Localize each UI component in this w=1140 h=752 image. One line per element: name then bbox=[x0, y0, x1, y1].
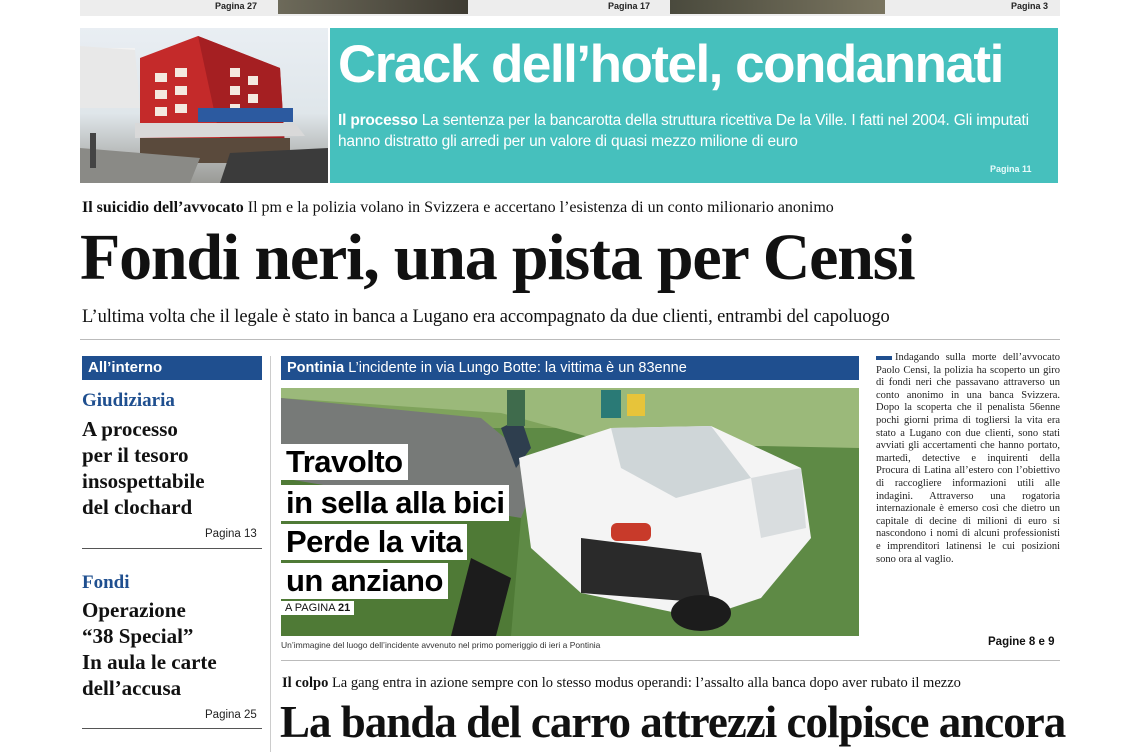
sidebar-item-1-section: Giudiziaria bbox=[82, 390, 175, 411]
photo-headline-line[interactable]: in sella alla bici bbox=[281, 485, 509, 521]
photo-page-prefix: A PAGINA bbox=[285, 602, 335, 614]
banner-lead-text: La sentenza per la bancarotta della struttura ricettiva De la Ville. I fatti nel 2004. Gli imputati hanno distratto gli arredi per un valore di quasi mezzo milione di euro bbox=[338, 112, 1029, 150]
photo-page-ref bbox=[281, 601, 354, 615]
photo-caption: Un’immagine del luogo dell’incidente avvenuto nel primo pomeriggio di ieri a Pontinia bbox=[281, 640, 601, 650]
teaser-page-1: Pagina 27 bbox=[215, 1, 258, 11]
sidebar-item-1-page: Pagina 13 bbox=[205, 528, 257, 540]
sidebar-title-line: Operazione bbox=[82, 598, 186, 622]
hotel-photo[interactable] bbox=[80, 28, 328, 183]
sidebar-title-line: insospettabile bbox=[82, 469, 205, 493]
teaser-thumbnail[interactable] bbox=[670, 0, 885, 14]
teaser-page-3: Pagina 3 bbox=[1011, 1, 1049, 11]
banner-summary bbox=[338, 110, 1050, 152]
paragraph-marker bbox=[876, 356, 892, 360]
photo-headline-line[interactable]: Travolto bbox=[281, 444, 408, 480]
photo-headline-line[interactable]: Perde la vita bbox=[281, 524, 467, 560]
divider bbox=[281, 660, 1060, 661]
hotel-illustration bbox=[80, 28, 328, 183]
photo-page-number: 21 bbox=[338, 602, 351, 614]
sidebar-divider bbox=[82, 548, 262, 549]
main-kicker bbox=[82, 199, 834, 217]
photo-story-location: Pontinia bbox=[287, 360, 345, 376]
main-story-body bbox=[876, 352, 1060, 566]
sidebar-title-line: “38 Special” bbox=[82, 624, 194, 648]
column-divider bbox=[270, 356, 271, 752]
sidebar-title-line: per il tesoro bbox=[82, 443, 189, 467]
banner-page-ref: Pagina 11 bbox=[990, 164, 1032, 174]
main-story-body-text: Indagando sulla morte dell’avvocato Paolo Censi, la polizia ha scoperto un giro di fondi neri che passavano attraverso un conto anonimo in una banca Svizzera. Dopo la scoperta che il penalista 56enne pochi giorni prima di togliersi la vita era stato a Lugano con due clienti, sono stati avviati gli accertamenti che hanno portato, martedì, detective e inquirenti della Procura di Latina all’estero con l’obiettivo di raccogliere informazioni utili alle indagini. Attraverso una rogatoria internazionale è emerso così che dietro un capitale di decine di milioni di euro si nascondono i nomi di alcuni professionisti e imprenditori latinensi le cui posizioni sono ora al vaglio. bbox=[876, 352, 1060, 565]
main-kicker-text: Il pm e la polizia volano in Svizzera e accertano l’esistenza di un conto milionario anonimo bbox=[247, 199, 834, 216]
main-headline[interactable]: Fondi neri, una pista per Censi bbox=[80, 221, 915, 294]
sidebar-title-line: In aula le carte bbox=[82, 650, 217, 674]
second-kicker bbox=[282, 675, 961, 692]
sidebar-item-1-title[interactable] bbox=[82, 416, 205, 520]
sidebar-item-2-page: Pagina 25 bbox=[205, 709, 257, 721]
second-kicker-text: La gang entra in azione sempre con lo stesso modus operandi: l’assalto alla banca dopo aver rubato il mezzo bbox=[331, 675, 961, 691]
sidebar-title-line: del clochard bbox=[82, 495, 193, 519]
second-kicker-label: Il colpo bbox=[282, 675, 329, 691]
top-teaser-strip bbox=[80, 0, 1060, 16]
banner-lead-label: Il processo bbox=[338, 112, 418, 129]
sidebar-divider bbox=[82, 728, 262, 729]
main-subheadline: L’ultima volta che il legale è stato in banca a Lugano era accompagnato da due clienti, entrambi del capoluogo bbox=[82, 307, 890, 327]
sidebar-header: All’interno bbox=[82, 356, 262, 380]
divider bbox=[80, 339, 1060, 340]
main-story-pages: Pagine 8 e 9 bbox=[988, 636, 1055, 648]
second-headline[interactable]: La banda del carro attrezzi colpisce ancora bbox=[280, 697, 1066, 747]
sidebar-title-line: A processo bbox=[82, 417, 178, 441]
photo-story-bar bbox=[281, 356, 859, 380]
sidebar-item-2-title[interactable] bbox=[82, 597, 217, 701]
photo-headline-line[interactable]: un anziano bbox=[281, 563, 448, 599]
banner-headline[interactable]: Crack dell’hotel, condannati bbox=[338, 35, 1003, 94]
sidebar-item-2-section: Fondi bbox=[82, 572, 130, 593]
accident-photo[interactable] bbox=[281, 388, 859, 636]
teaser-thumbnail[interactable] bbox=[278, 0, 468, 14]
sidebar-title-line: dell’accusa bbox=[82, 676, 182, 700]
teaser-page-2: Pagina 17 bbox=[608, 1, 651, 11]
main-kicker-label: Il suicidio dell’avvocato bbox=[82, 199, 244, 216]
photo-story-bar-text: L’incidente in via Lungo Botte: la vittima è un 83enne bbox=[348, 360, 687, 376]
